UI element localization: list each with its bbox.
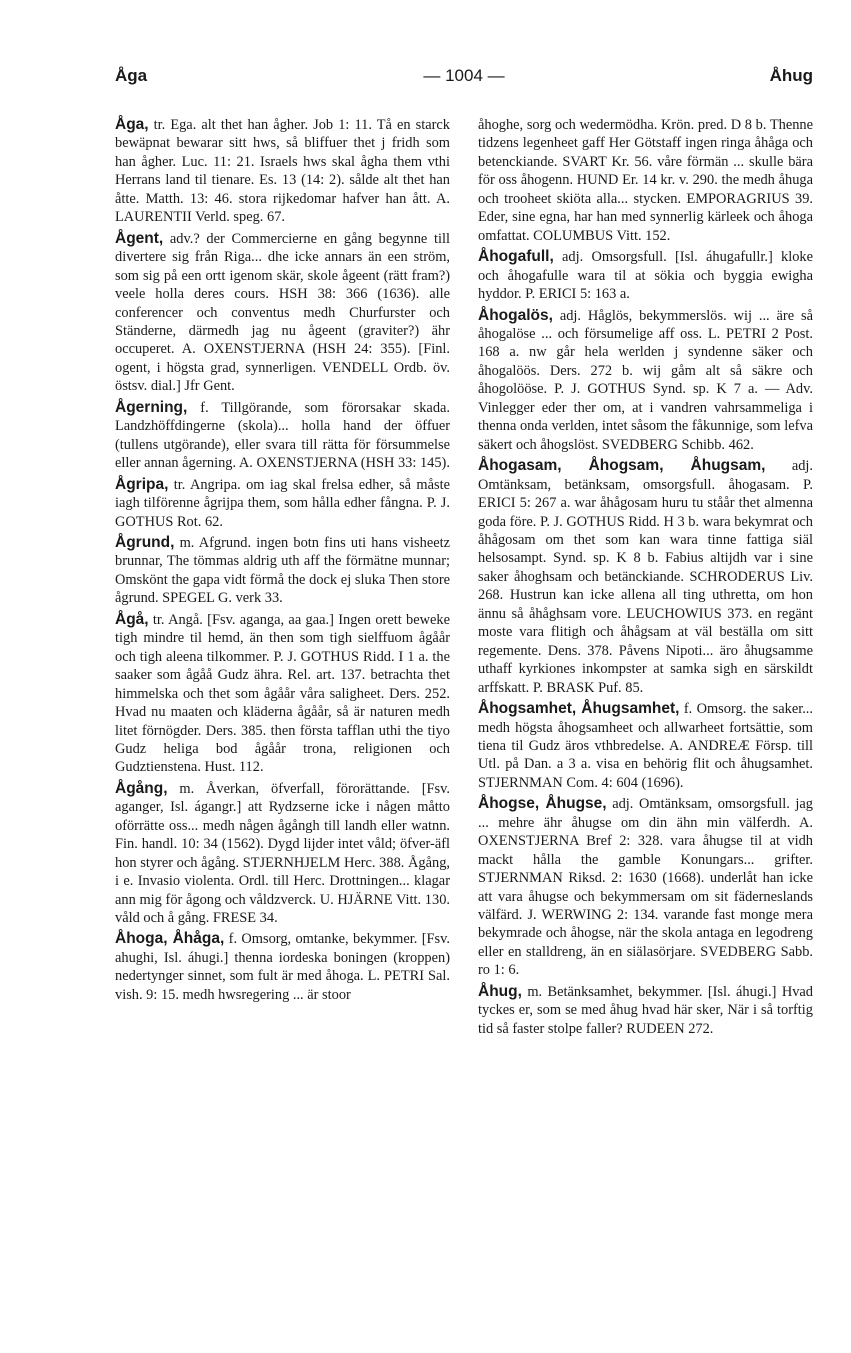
dictionary-entry [115, 476, 450, 531]
entry-headword: Ågå, [115, 610, 149, 628]
entry-headword: Åhogse, Åhugse, [478, 795, 607, 813]
dictionary-entry [478, 248, 813, 303]
entry-text: adj. Omsorgsfull. [Isl. áhugafullr.] kloke och åhogafulle wara til at sökia och byggia ewigha hyddor. P. ERICI 5: 163 a. [478, 249, 813, 303]
dictionary-entry-continued [478, 116, 813, 245]
entry-text: adj. Omtänksam, omsorgsfull. jag ... mehre ähr åhugse om din ähn min välferdh. A. OXENSTJERNA Bref 2: 328. vara åhugse til at vidh mackt hålla the gamble Konungars... grifter. STJERNMAN Riksd. 2: 1630 (1668). underlåt han icke att vara åhugse och bekymmersam om sit fäderneslands välfärd. J. WERWING 2: 134. varande fast monge mera bekymrade och åhogse, när the skola antaga en legodreng eller en stalldreng, än en siälasörjare. SVEDBERG Sabb. ro 1: 6. [478, 796, 813, 979]
entry-text: m. Betänksamhet, bekymmer. [Isl. áhugi.] Hvad tyckes er, som se med åhug hvad här sker, När i så torftig tid så faster stolpe faller? RUDEEN 272. [478, 983, 813, 1037]
entry-headword: Ågerning, [115, 398, 188, 416]
entry-text: tr. Angripa. om iag skal frelsa edher, så måste iagh tilförenne ågrijpa them, som hålla edher fångna. P. J. GOTHUS Rot. 62. [115, 476, 450, 530]
entry-text: tr. Ega. alt thet han ågher. Job 1: 11. Tå en starck bewäpnat bewarar sitt hws, så bliffuer thet j fridh som han ågher. Luc. 11: 21. Israels hws skal ågha them vthi Herrans land til tienare. Es. 13 (14: 2). sålde alt thet han åtte. Matth. 13: 46. stora rijkedomar hafver han ått. A. LAURENTII Verld. speg. 67. [115, 117, 450, 226]
entry-headword: Ågrund, [115, 533, 175, 551]
dictionary-entry [115, 611, 450, 777]
header-last-word: Åhug [769, 66, 813, 85]
entry-headword: Åhogsamhet, Åhugsamhet, [478, 700, 680, 718]
entry-text: f. Omsorg, omtanke, bekymmer. [Fsv. ahughi, Isl. áhugi.] thenna iordeska boningen (kroppen) nedertynger sinnet, som fult är med åhoga. L. PETRI Sal. vish. 9: 15. medh hwsregering ... är stoor [115, 931, 450, 1003]
dictionary-entry [115, 230, 450, 396]
dictionary-entry [115, 116, 450, 227]
entry-headword: Åhogafull, [478, 248, 554, 266]
entry-text: åhoghe, sorg och wedermödha. Krön. pred. D 8 b. Thenne tidzens legenheet gaff Her Götstaff ingen ringa åhåga och betenckiande. SVART Kr. 56. våre förmän ... skulle bära för oss åhogenn. HUND Er. 14 kr. v. 290. the medh åhuga och trooheet skiöta alla... stycken. EMPORAGRIUS 39. Eder, sine egna, har han med synnerlig kärleek och åhoga omfattat. COLUMBUS Vitt. 152. [478, 117, 813, 244]
right-column [478, 116, 813, 1041]
dictionary-entry [478, 795, 813, 980]
dictionary-entry [115, 534, 450, 608]
header-first-word: Åga [115, 66, 148, 85]
entry-text: adv.? der Commercierne en gång begynne till divertere sig från Riga... dhe icke annars än een ström, som sig på een ortt igenom skär, skole ågeent (rätt fram?) veele holla deres cours. HSH 38: 366 (1636). alle conferencer och conventus medh Churfurster och Ständerne, därmedh jag nu ågeent (graviter?) ähr occuperet. A. OXENSTJERNA (HSH 24: 355). [Finl. ogent, i högsta grad, synnerligen. VENDELL Ordb. öv. östsv. dial.] Jfr Gent. [115, 230, 450, 395]
dictionary-entry [115, 780, 450, 928]
entry-headword: Åhogasam, Åhogsam, Åhugsam, [478, 457, 766, 475]
dictionary-entry [478, 457, 813, 697]
entry-headword: Ågent, [115, 229, 164, 247]
left-column [115, 116, 450, 1007]
page-number: — 1004 — [423, 66, 505, 85]
entry-headword: Åga, [115, 116, 149, 133]
dictionary-entry [478, 983, 813, 1038]
dictionary-entry [115, 399, 450, 473]
dictionary-entry [115, 930, 450, 1004]
entry-text: m. Åverkan, öfverfall, förorättande. [Fsv. aganger, Isl. ágangr.] att Rydzserne icke i någen måtto oförrätte oss... medh någen ågångh till landh eller watnn. Fin. handl. 10: 34 (1562). Dygd lijder intet våld; öfver-äfl hon styrer och ågång. STJERNHJELM Herc. 388. Ågång, i e. Invasio violenta. Ordl. till Herc. Drottningen... klagar ann mig för ågong och våldzverck. U. HJÄRNE Vitt. 130. våld och å gång. FRESE 34. [115, 780, 450, 927]
entry-text: adj. Omtänksam, betänksam, omsorgsfull. åhogasam. P. ERICI 5: 267 a. war åhågosam huru tu ståår thet almenna goda före. P. J. GOTHUS Ridd. H 3 b. wara bekymrat och åhågosam om thet som kan wara tinne fattiga siäl helsosampt. Synd. sp. K 8 b. Fabius altijdh var i sine saker åhoghsam och betänckiande. SCHRODERUS Liv. 268. Hustrun kan icke allena all ting uthretta, om hon ännu så åhåghsam vore. LEUCHOWIUS 373. en regänt moste vara flitigh och åhågsam at väl beställa om sitt regemente. Dens. 378. Påvens Nipoti... äro åhugsamme uthaff kyrkiones inkompster at samka sigh en särskildt arffskatt. P. BRASK Puf. 85. [478, 458, 813, 696]
entry-headword: Åhogalös, [478, 306, 553, 324]
entry-headword: Ågripa, [115, 475, 169, 493]
entry-text: m. Afgrund. ingen botn fins uti hans visheetz brunnar, The tömmas aldrig uth aff the förmätne munnar; Omskönt the gapa vidt förmå the dock ej sluka Then store ågrund. SPEGEL G. verk 33. [115, 534, 450, 607]
entry-text: f. Omsorg. the saker... medh högsta åhogsamheet och allwarheet fortsättie, som tiena til Gudz äros vthbredelse. A. ANDREÆ Försp. till Utl. på Dan. a 3 a. visa en behörig flit och åhugsamhet. STJERNMAN Com. 4: 604 (1696). [478, 701, 813, 791]
dictionary-entry [478, 700, 813, 792]
entry-text: tr. Angå. [Fsv. aganga, aa gaa.] Ingen orett beweke tigh mindre til hemd, än then som tigh sielffuom ågåår och tigh aleena tilkommer. P. J. GOTHUS Ridd. I 1 a. the saaker som ågåå Gudz ähra. Rel. art. 137. betrachta thet himmelska och thet som ågåår våra saligheet. Ders. 252. Hvad nu maaten och kläderna ågåår, så är naturen medh litet förnögder. Ders. 385. then första tafflan uthi the tiyo Gudz heliga bod ågåår trona, religionen och Gudztienstena. Hust. 112. [115, 611, 450, 776]
entry-headword: Åhug, [478, 982, 522, 1000]
entry-text: adj. Håglös, bekymmerslös. wij ... äre så åhogalöse ... och försumelige aff oss. L. PETRI 2 Post. 168 a. nw går hela werlden j syndenne säker och åhogalöös. Ders. 272 b. wij gåm alt så säkre och åhogolööse. P. J. GOTHUS Synd. sp. K 7 a. — Adv. Vinlegger eder ther om, at i vandren vahrsammeliga i thenna onda verlden, intet såsom the fåkunnige, som lefva säkert och åhogslöst. SVEDBERG Schibb. 462. [478, 307, 813, 453]
entry-headword: Åhoga, Åhåga, [115, 930, 225, 948]
dictionary-entry [478, 307, 813, 455]
entry-headword: Ågång, [115, 779, 168, 797]
page-header [115, 66, 813, 92]
entry-text: f. Tillgörande, som förorsakar skada. Landzhöffdingerne (skola)... holla hand der öffuer (tullens utgörande), eller svara till rätta för försummelse eller annan ågerning. A. OXENSTJERNA (HSH 33: 145). [115, 399, 450, 472]
